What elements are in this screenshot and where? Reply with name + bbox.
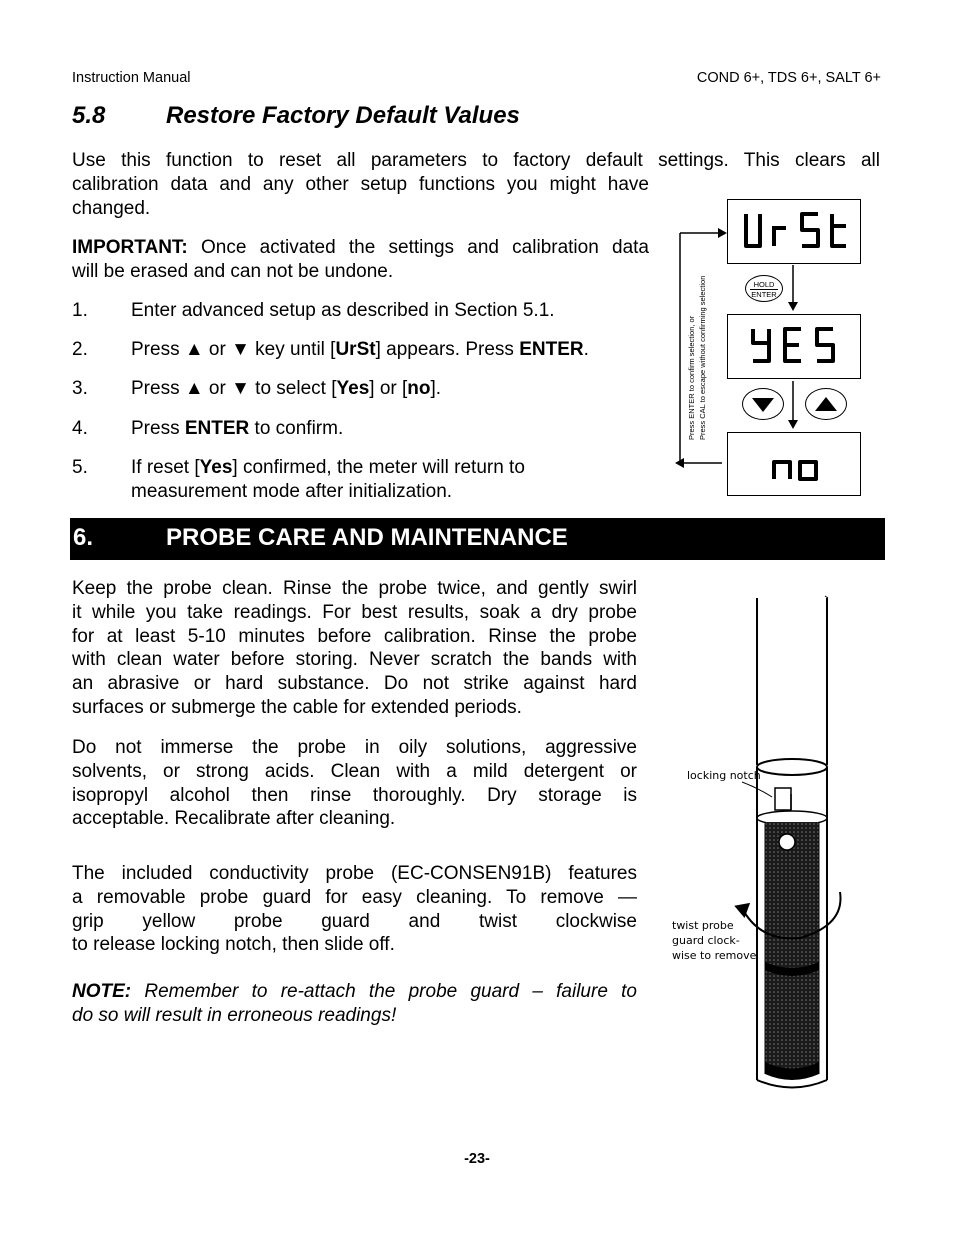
locking-notch-label: locking notch	[687, 769, 761, 782]
enter-label: ENTER	[751, 290, 777, 299]
svg-text:YES: YES	[728, 315, 731, 316]
text-line: Do not immerse the probe in oily solutions, aggressive	[72, 737, 637, 758]
text-line: solvents, or strong acids. Clean with a mild detergent or	[72, 760, 637, 782]
text-line: Keep the probe clean. Rinse the probe twice, and gently swirl	[72, 578, 637, 599]
step-text	[131, 377, 441, 401]
probe-illustration	[660, 590, 860, 1110]
step-number: 5.	[72, 457, 88, 478]
section-6-title: PROBE CARE AND MAINTENANCE	[166, 524, 568, 551]
step-text: Enter advanced setup as described in Section 5.1.	[131, 300, 555, 321]
section-6-number: 6.	[73, 524, 94, 551]
twist-label-line: wise to remove	[672, 949, 757, 962]
step-bold-part: ENTER	[519, 339, 584, 360]
step-text-part: ] or [	[369, 378, 408, 399]
care-paragraph-1	[72, 577, 637, 720]
important-text-1: Once activated the settings and calibration data	[187, 237, 649, 258]
side-instruction	[686, 260, 716, 440]
section-58-heading	[72, 102, 520, 130]
header-left: Instruction Manual	[72, 70, 191, 86]
hold-enter-button[interactable]	[745, 275, 783, 302]
step-text-part: If reset [	[131, 457, 200, 478]
header-right: COND 6+, TDS 6+, SALT 6+	[696, 70, 881, 86]
care-paragraph-3	[72, 862, 637, 957]
lcd-display-yes	[727, 314, 861, 379]
text-line: The included conductivity probe (EC-CONSEN91B) features	[72, 863, 637, 884]
step-number: 3.	[72, 378, 88, 399]
step-text-part: ].	[430, 378, 442, 399]
text-line: isopropyl alcohol then rinse thoroughly. Dry storage is	[72, 784, 637, 806]
step-bold-part: no	[407, 378, 431, 399]
step-text-part: Press	[131, 418, 185, 439]
step-number: 1.	[72, 300, 88, 321]
section-58-title: Restore Factory Default Values	[166, 102, 520, 129]
important-line-1	[72, 236, 649, 260]
step-bold-part: Yes	[336, 378, 370, 399]
step-text-part: Press ▲ or ▼ to select [	[131, 378, 337, 399]
svg-text:UrSt: UrSt	[728, 200, 730, 201]
twist-label	[672, 918, 756, 963]
text-line: grip yellow probe guard and twist clockwise	[72, 910, 637, 932]
page-number: -23-	[464, 1151, 490, 1167]
section-58-number: 5.8	[72, 102, 106, 129]
note-line-2: do so will result in erroneous readings!	[72, 1004, 397, 1026]
care-paragraph-2	[72, 736, 637, 831]
step-bold-part: ENTER	[184, 418, 250, 439]
step-text	[131, 456, 525, 480]
important-label: IMPORTANT:	[72, 237, 188, 258]
twist-label-line: twist probe	[672, 919, 734, 932]
step-text-part: Press ▲ or ▼ key until [	[131, 339, 336, 360]
intro-line-1: Use this function to reset all parameters to factory default settings. This clears all	[72, 150, 880, 171]
lcd-no-digits	[728, 433, 859, 494]
note-line-1	[72, 980, 637, 1004]
step-bold-part: UrSt	[335, 339, 376, 360]
intro-line-2: calibration data and any other setup functions you might have	[72, 174, 649, 195]
svg-text:no: no	[728, 433, 730, 434]
note-label: NOTE:	[72, 981, 132, 1002]
lcd-yes-digits	[728, 315, 859, 377]
step-number: 4.	[72, 418, 88, 439]
note-text-1: Remember to re-attach the probe guard – failure to	[131, 981, 637, 1002]
side-text-1: Press ENTER to confirm selection, or	[687, 315, 696, 440]
text-line: to release locking notch, then slide off.	[72, 934, 395, 956]
side-text-2: Press CAL to escape without confirming selection	[698, 275, 707, 440]
step-text-part: ] appears. Press	[375, 339, 520, 360]
step-bold-part: Yes	[199, 457, 233, 478]
step-text	[131, 338, 589, 362]
section-6-heading-bar	[70, 518, 885, 560]
text-line: surfaces or submerge the cable for extended periods.	[72, 696, 522, 718]
lcd-display-no	[727, 432, 861, 496]
step-text-part: ] confirmed, the meter will return to	[232, 457, 525, 478]
step-text	[131, 417, 343, 441]
up-arrow-icon	[806, 389, 846, 419]
note	[72, 980, 637, 1028]
important-line-2: will be erased and can not be undone.	[72, 261, 394, 282]
intro-line-3: changed.	[72, 198, 151, 219]
up-arrow-button[interactable]	[805, 388, 847, 420]
step-text-part: .	[583, 339, 589, 360]
text-line: with clean water before storing. Never scratch the bands with	[72, 649, 637, 671]
lcd-display-urst	[727, 199, 861, 264]
text-line: it while you take readings. For best results, soak a dry probe	[72, 601, 637, 623]
lcd-urst-digits	[728, 200, 859, 262]
text-line: acceptable. Recalibrate after cleaning.	[72, 808, 396, 830]
step-text-line-2: measurement mode after initialization.	[131, 481, 453, 502]
hold-label: HOLD	[753, 280, 775, 289]
text-line: a removable probe guard for easy cleaning. To remove —	[72, 886, 637, 908]
step-number: 2.	[72, 339, 88, 360]
text-line: an abrasive or hard substance. Do not strike against hard	[72, 673, 637, 695]
twist-label-line: guard clock-	[672, 934, 740, 947]
step-text-part: to confirm.	[249, 418, 344, 439]
down-arrow-icon	[743, 389, 783, 419]
text-line: for at least 5-10 minutes before calibration. Rinse the probe	[72, 625, 637, 647]
down-arrow-button[interactable]	[742, 388, 784, 420]
